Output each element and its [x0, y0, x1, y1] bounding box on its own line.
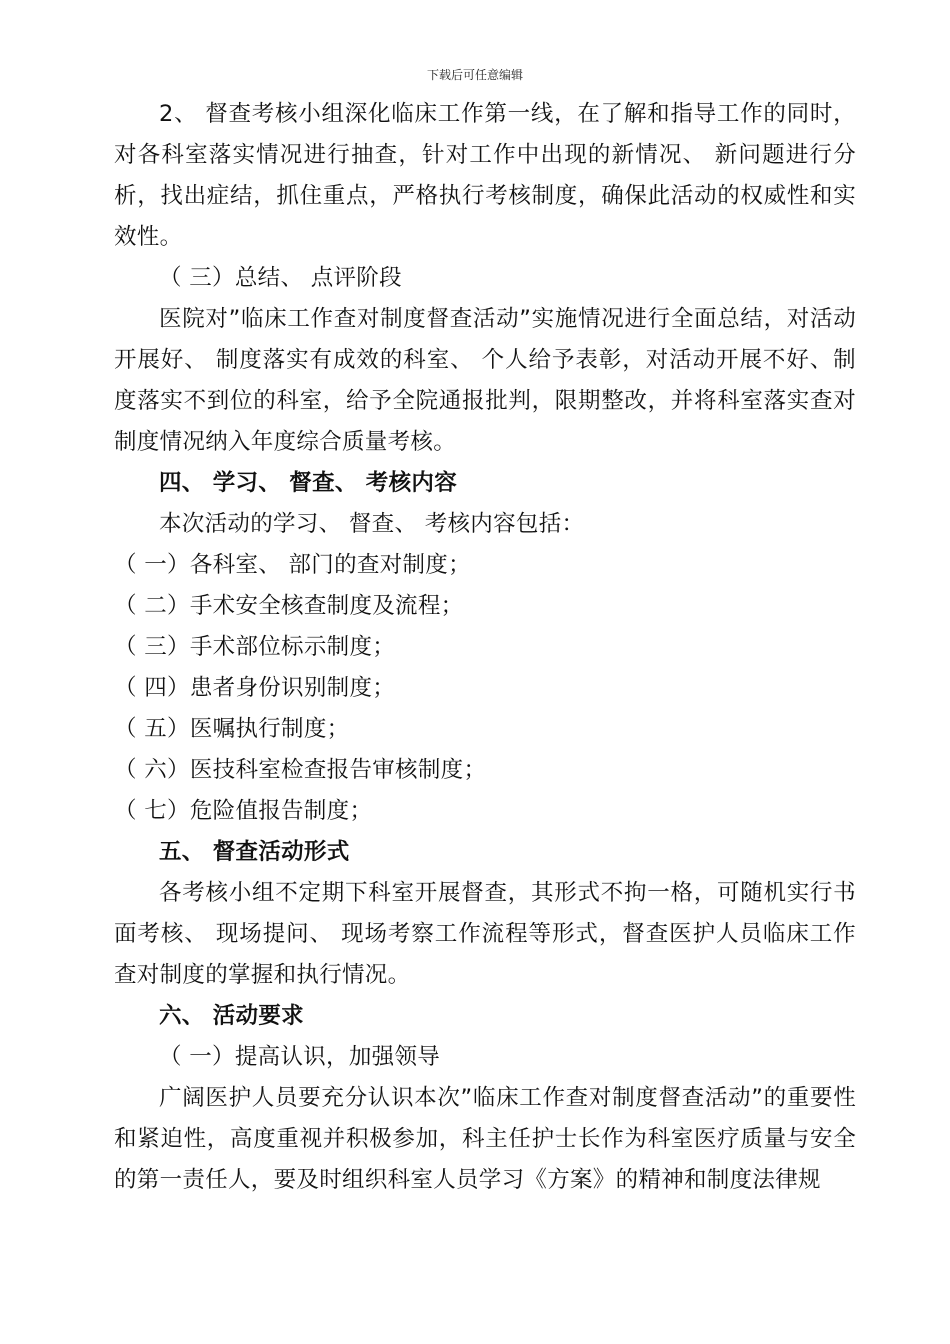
paragraph-awareness: 广阔医护人员要充分认识本次”临床工作查对制度督查活动”的重要性和紧迫性，高度重视并积极参加，科主任护士长作为科室医疗质量与安全的第一责任人，要及时组织科室人员学习《方案》的精神和制度法律规: [114, 1085, 856, 1193]
section-heading-form: 五、 督查活动形式: [159, 839, 350, 865]
list-item: （ 五）医嘱执行制度；: [114, 716, 350, 742]
content-intro: 本次活动的学习、 督查、 考核内容包括：: [159, 511, 585, 537]
paragraph-form: 各考核小组不定期下科室开展督查，其形式不拘一格，可随机实行书面考核、 现场提问、 现场考察工作流程等形式，督查医护人员临床工作查对制度的掌握和执行情况。: [114, 880, 856, 988]
list-item: （ 四）患者身份识别制度；: [114, 675, 396, 701]
list-item: （ 六）医技科室检查报告审核制度；: [114, 757, 487, 783]
list-item: （ 三）手术部位标示制度；: [114, 634, 396, 660]
document-body: [114, 94, 856, 1201]
list-item: （ 七）危险值报告制度；: [114, 798, 373, 824]
paragraph-inspection-details: 2、 督查考核小组深化临床工作第一线，在了解和指导工作的同时，对各科室落实情况进行抽查，针对工作中出现的新情况、 新问题进行分析，找出症结，抓住重点，严格执行考核制度，确保此活动的权威性和实效性。: [114, 101, 856, 250]
subheading-summary-stage: （ 三）总结、 点评阶段: [159, 265, 402, 291]
paragraph-summary: 医院对”临床工作查对制度督查活动”实施情况进行全面总结，对活动开展好、 制度落实有成效的科室、 个人给予表彰，对活动开展不好、制度落实不到位的科室，给予全院通报批判，限期整改，并将科室落实查对制度情况纳入年度综合质量考核。: [114, 306, 856, 455]
section-heading-requirements: 六、 活动要求: [159, 1003, 304, 1029]
page-header-note: 下载后可任意编辑: [426, 68, 523, 82]
section-heading-content: 四、 学习、 督查、 考核内容: [159, 470, 458, 496]
list-item: （ 二）手术安全核查制度及流程；: [114, 593, 464, 619]
list-item: （ 一）各科室、 部门的查对制度；: [114, 552, 471, 578]
subheading-awareness: （ 一）提高认识，加强领导: [159, 1044, 441, 1070]
